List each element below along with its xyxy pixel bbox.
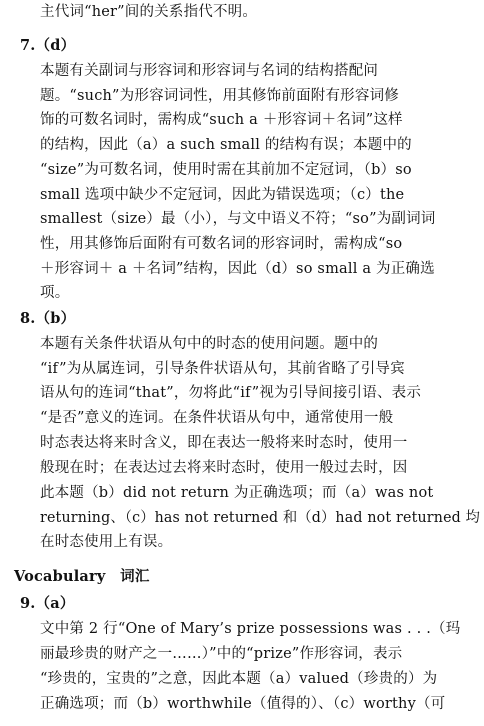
- text-line: 此本题（b）did not return 为正确选项；而（a）was not: [40, 485, 434, 501]
- question-number: 8.（b）: [20, 310, 76, 327]
- text-line: “size”为可数名词，使用时需在其前加不定冠词，（b）so: [40, 162, 412, 178]
- text-line: 正确选项；而（b）worthwhile（值得的）、（c）worthy（可: [40, 696, 446, 712]
- text-line: “if”为从属连词，引导条件状语从句，其前省略了引导宾: [40, 361, 405, 377]
- text-line: 性，用其修饰后面附有可数名词的形容词时，需构成“so: [40, 236, 403, 252]
- text-line: 题。“such”为形容词词性，用其修饰前面附有形容词修: [40, 88, 399, 104]
- text-line: 在时态使用上有误。: [40, 534, 173, 550]
- text-line: 本题有关条件状语从句中的时态的使用问题。题中的: [40, 336, 379, 352]
- text-line: smallest（size）最（小），与文中语义不符；“so”为副词词: [40, 211, 436, 227]
- text-line: “珍贵的，宝贵的”之意，因此本题（a）valued（珍贵的）为: [40, 671, 438, 687]
- text-line: 般现在时；在表达过去将来时态时，使用一般过去时，因: [40, 460, 408, 476]
- text-line: 项。: [40, 285, 70, 301]
- text-line: “是否”意义的连词。在条件状语从句中，通常使用一般: [40, 410, 394, 426]
- text-line: 文中第 2 行“One of Mary’s prize possessions was . . .（玛: [40, 621, 461, 637]
- text-line: 时态表达将来时含义，即在表达一般将来时态时，使用一: [40, 435, 408, 451]
- text-line: 本题有关副词与形容词和形容词与名词的结构搭配问: [40, 63, 379, 79]
- section-heading: Vocabulary 词汇: [14, 568, 150, 585]
- text-line: 饰的可数名词时，需构成“such a ＋形容词＋名词”这样: [40, 112, 403, 128]
- text-line: 主代词“her”间的关系指代不明。: [40, 4, 258, 20]
- text-line: 的结构，因此（a）a such small 的结构有误；本题中的: [40, 137, 412, 153]
- text-line: 语从句的连词“that”，勿将此“if”视为引导间接引语、表示: [40, 385, 422, 401]
- text-line: returning、（c）has not returned 和（d）had not returned 均: [40, 510, 481, 526]
- question-number: 9.（a）: [20, 595, 75, 612]
- text-line: small 选项中缺少不定冠词，因此为错误选项；（c）the: [40, 187, 405, 203]
- text-line: 丽最珍贵的财产之一……）”中的“prize”作形容词，表示: [40, 646, 403, 662]
- question-number: 7.（d）: [20, 37, 76, 54]
- text-line: ＋形容词＋ a ＋名词”结构，因此（d）so small a 为正确选: [40, 261, 435, 277]
